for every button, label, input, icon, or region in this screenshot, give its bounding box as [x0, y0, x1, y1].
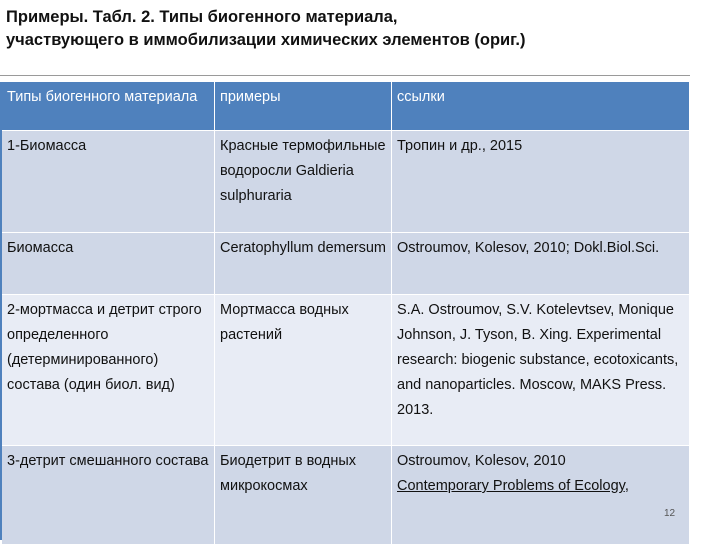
title-divider	[0, 75, 690, 76]
slide-title	[6, 6, 706, 52]
page-number: 12	[664, 508, 676, 519]
header-references: ссылки	[392, 82, 689, 130]
table-row	[2, 295, 689, 446]
cell-example: Ceratophyllum demersum	[215, 233, 392, 294]
title-line-2: участвующего в иммобилизации химических элементов (ориг.)	[6, 31, 526, 49]
cell-reference: S.A. Ostroumov, S.V. Kotelevtsev, Monique Johnson, J. Tyson, B. Xing. Experimental research: biogenic substance, ecotoxicants, and nanoparticles. Moscow, MAKS Press. 2013.	[392, 295, 689, 445]
table-row	[2, 446, 689, 545]
table-row	[2, 131, 689, 233]
cell-reference: Тропин и др., 2015	[392, 131, 689, 232]
journal-link[interactable]: Contemporary Problems of Ecology	[397, 478, 625, 494]
cell-reference	[392, 446, 689, 544]
header-examples: примеры	[215, 82, 392, 130]
biogenic-material-table	[2, 82, 689, 545]
cell-example: Мортмасса водных растений	[215, 295, 392, 445]
table-row	[2, 233, 689, 295]
cell-type: 3-детрит смешанного состава	[2, 446, 215, 544]
header-type: Типы биогенного материала	[2, 82, 215, 130]
cell-type: 1-Биомасса	[2, 131, 215, 232]
reference-text: Ostroumov, Kolesov, 2010	[397, 453, 566, 469]
title-line-1: Примеры. Табл. 2. Типы биогенного материала,	[6, 8, 398, 26]
cell-type: Биомасса	[2, 233, 215, 294]
table-header-row	[2, 82, 689, 131]
cell-example: Биодетрит в водных микрокосмах	[215, 446, 392, 544]
cell-reference: Ostroumov, Kolesov, 2010; Dokl.Biol.Sci.	[392, 233, 689, 294]
cell-example: Красные термофильные водоросли Galdieria sulphuraria	[215, 131, 392, 232]
reference-tail: ,	[624, 478, 629, 494]
cell-type: 2-мортмасса и детрит строго определенного (детерминированного) состава (один биол. вид)	[2, 295, 215, 445]
